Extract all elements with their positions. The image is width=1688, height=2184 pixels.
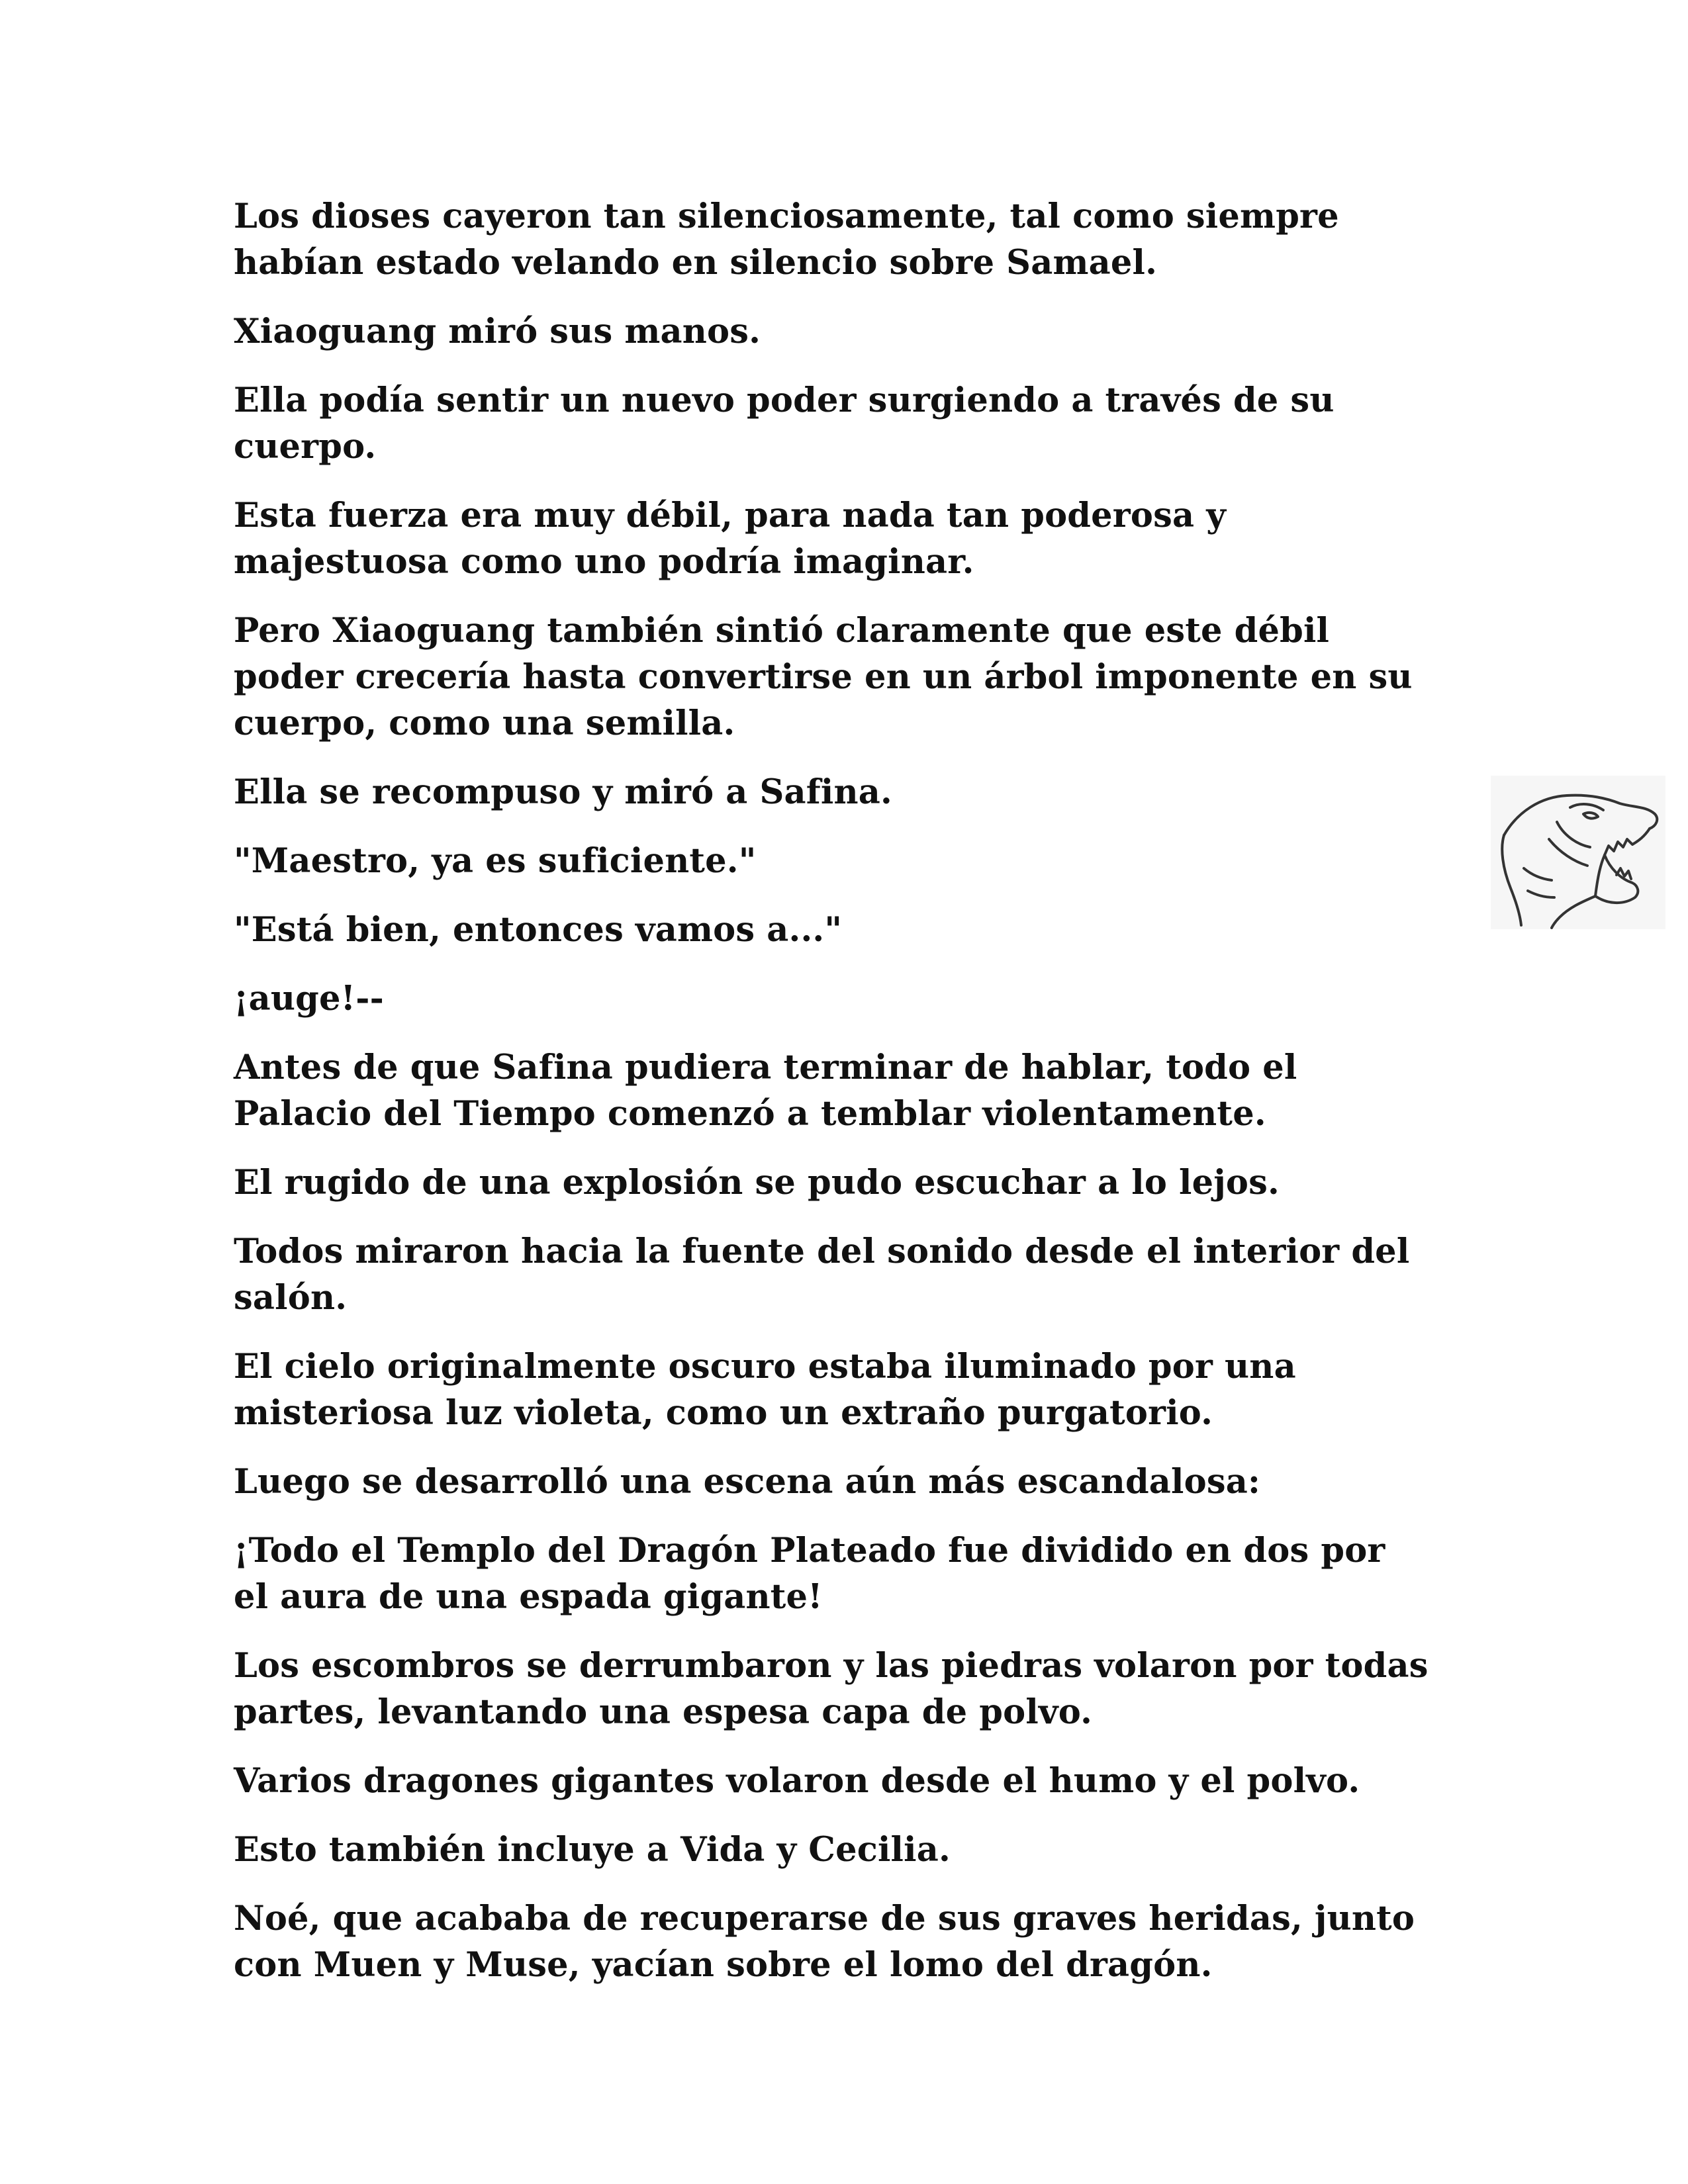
dinosaur-head-icon <box>1491 776 1665 929</box>
paragraph: Los escombros se derrumbaron y las piedras volaron por todas partes, levantando una espesa capa de polvo. <box>234 1646 1429 1732</box>
paragraph: Pero Xiaoguang también sintió claramente que este débil poder crecería hasta convertirse en un árbol imponente en su cuerpo, como una semilla. <box>234 611 1413 743</box>
text-body <box>234 193 1465 2011</box>
paragraph: El rugido de una explosión se pudo escuchar a lo lejos. <box>234 1163 1280 1203</box>
paragraph: "Maestro, ya es suficiente." <box>234 841 757 881</box>
paragraph: Todos miraron hacia la fuente del sonido desde el interior del salón. <box>234 1232 1410 1318</box>
paragraph: Antes de que Safina pudiera terminar de hablar, todo el Palacio del Tiempo comenzó a temblar violentamente. <box>234 1048 1297 1134</box>
paragraph: Ella podía sentir un nuevo poder surgiendo a través de su cuerpo. <box>234 381 1335 467</box>
paragraph: Los dioses cayeron tan silenciosamente, tal como siempre habían estado velando en silencio sobre Samael. <box>234 197 1339 283</box>
paragraph: El cielo originalmente oscuro estaba iluminado por una misteriosa luz violeta, como un extraño purgatorio. <box>234 1347 1296 1433</box>
paragraph: Ella se recompuso y miró a Safina. <box>234 772 892 812</box>
paragraph: Xiaoguang miró sus manos. <box>234 312 761 351</box>
paragraph: Varios dragones gigantes volaron desde el humo y el polvo. <box>234 1761 1360 1801</box>
paragraph: Esta fuerza era muy débil, para nada tan poderosa y majestuosa como uno podría imaginar. <box>234 496 1227 582</box>
paragraph: Esto también incluye a Vida y Cecilia. <box>234 1830 951 1870</box>
paragraph: Luego se desarrolló una escena aún más escandalosa: <box>234 1462 1261 1502</box>
paragraph: "Está bien, entonces vamos a..." <box>234 910 843 950</box>
paragraph: Noé, que acababa de recuperarse de sus graves heridas, junto con Muen y Muse, yacían sobre el lomo del dragón. <box>234 1899 1415 1985</box>
paragraph: ¡Todo el Templo del Dragón Plateado fue dividido en dos por el aura de una espada gigante! <box>234 1531 1385 1617</box>
paragraph: ¡auge!-- <box>234 979 384 1019</box>
